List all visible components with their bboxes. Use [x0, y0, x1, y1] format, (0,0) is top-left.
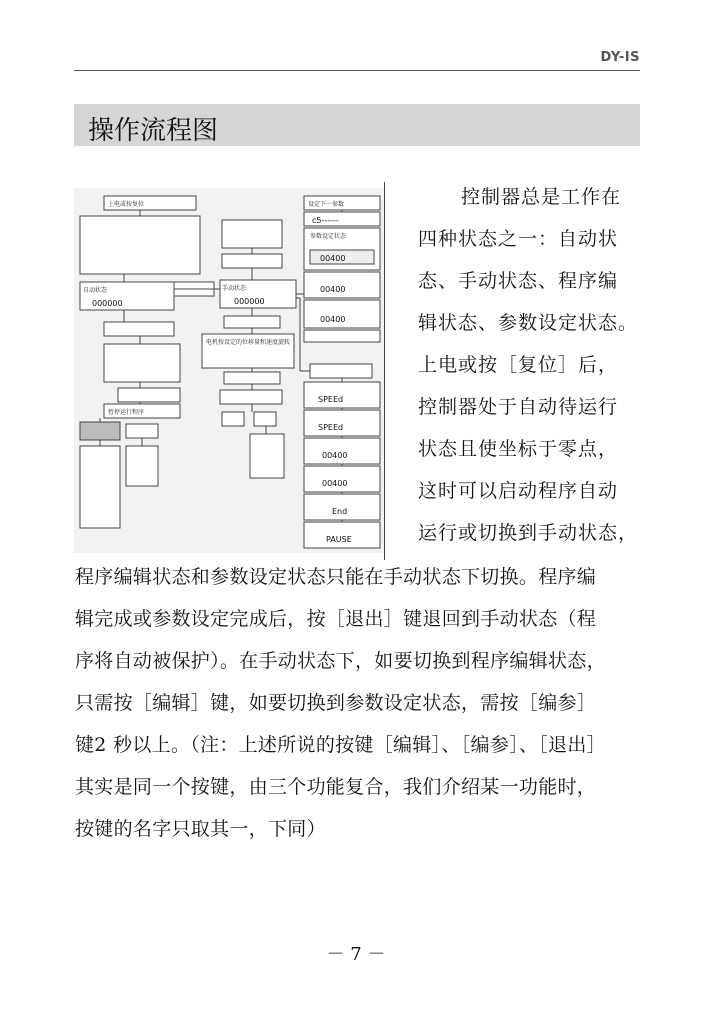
- fc-label-manual: 手动状态: [222, 285, 247, 292]
- body-line-1: 程序编辑状态和参数设定状态只能在手动状态下切换。程序编: [75, 566, 597, 588]
- fc-label-auto: 自动状态: [83, 287, 108, 294]
- side-line-1: 控制器总是工作在: [461, 186, 622, 208]
- operation-flowchart: [74, 188, 385, 553]
- fc-box-key-b: [254, 412, 276, 426]
- side-line-6: 控制器处于自动待运行: [418, 396, 619, 418]
- fc-box-left-note: [80, 446, 120, 528]
- fc-label-param-title: 参数设定状态: [310, 233, 347, 240]
- fc-box-arrows: [224, 316, 280, 328]
- fc-box-pause-manual: [220, 390, 282, 404]
- side-line-5: 上电或按［复位］后，: [418, 354, 619, 376]
- side-line-2: 四种状态之一：自动状: [418, 228, 619, 250]
- fc-box-top-mid: [222, 220, 282, 248]
- fc-box-confirm: [304, 330, 380, 342]
- fc-box-key-a: [222, 412, 244, 426]
- header-rule: [74, 70, 640, 71]
- fc-box-zero-desc: [250, 434, 284, 478]
- fc-manual-value: 000000: [234, 297, 265, 306]
- body-line-3: 序将自动被保护）。在手动状态下，如要切换到程序编辑状态，: [75, 650, 606, 672]
- fc-box-note: [80, 216, 200, 274]
- fc-label-next-param: 设定下一参数: [308, 201, 345, 208]
- fc-data2: 00400: [322, 479, 348, 488]
- side-line-3: 态、手动状态、程序编: [418, 270, 619, 292]
- fc-speed1: SPEEd: [318, 395, 344, 404]
- body-line-5: 键2 秒以上。（注：上述所说的按键［编辑］、［编参］、［退出］: [75, 734, 606, 756]
- fc-box-zero-note: [126, 446, 158, 486]
- section-title-bar: [74, 104, 640, 146]
- side-line-8: 这时可以启动程序自动: [418, 480, 619, 502]
- fc-param-row2: 00400: [320, 285, 346, 294]
- body-line-2: 辑完成或参数设定完成后，按［退出］键退回到手动状态（程: [75, 608, 597, 630]
- page-number: － 7 －: [326, 944, 386, 965]
- header-doc-code: DY-IS: [600, 50, 640, 65]
- fc-pause: PAUSE: [326, 535, 352, 544]
- fc-label-move: 电机按设定的位移量和速度旋转: [206, 339, 291, 346]
- fc-param-row1: 00400: [320, 254, 346, 263]
- flowchart-side-rule: [384, 182, 385, 560]
- side-line-9: 运行或切换到手动状态，: [418, 522, 639, 544]
- fc-param-row3: 00400: [320, 315, 346, 324]
- body-line-4: 只需按［编辑］键，如要切换到参数设定状态，需按［编参］: [75, 692, 597, 714]
- fc-param-top-value: c5------: [312, 216, 339, 225]
- fc-speed2: SPEEd: [318, 423, 344, 432]
- body-line-7: 按键的名字只取其一，下同）: [75, 818, 326, 840]
- fc-label-power: 上电或按复位: [108, 201, 145, 208]
- fc-auto-value: 000000: [92, 299, 123, 308]
- section-title: 操作流程图: [88, 116, 219, 146]
- fc-box-edit-key: [310, 364, 372, 378]
- fc-box-left-dark: [80, 422, 120, 440]
- body-line-6: 其实是同一个按键，由三个功能复合，我们介绍某一功能时，: [75, 776, 597, 798]
- fc-box-running: [104, 344, 180, 382]
- fc-data1: 00400: [322, 451, 348, 460]
- fc-label-pause-run: 暂停运行程序: [108, 409, 145, 416]
- fc-box-keys-mid: [222, 254, 282, 268]
- fc-box-midrun: [224, 372, 280, 384]
- fc-end: End: [332, 507, 348, 516]
- flowchart-svg: [74, 188, 385, 553]
- fc-box-pause-key: [118, 388, 180, 402]
- fc-box-zero-key: [126, 424, 158, 438]
- fc-box-run: [104, 322, 174, 336]
- side-line-7: 状态且使坐标于零点，: [418, 438, 619, 460]
- side-line-4: 辑状态、参数设定状态。: [418, 312, 639, 334]
